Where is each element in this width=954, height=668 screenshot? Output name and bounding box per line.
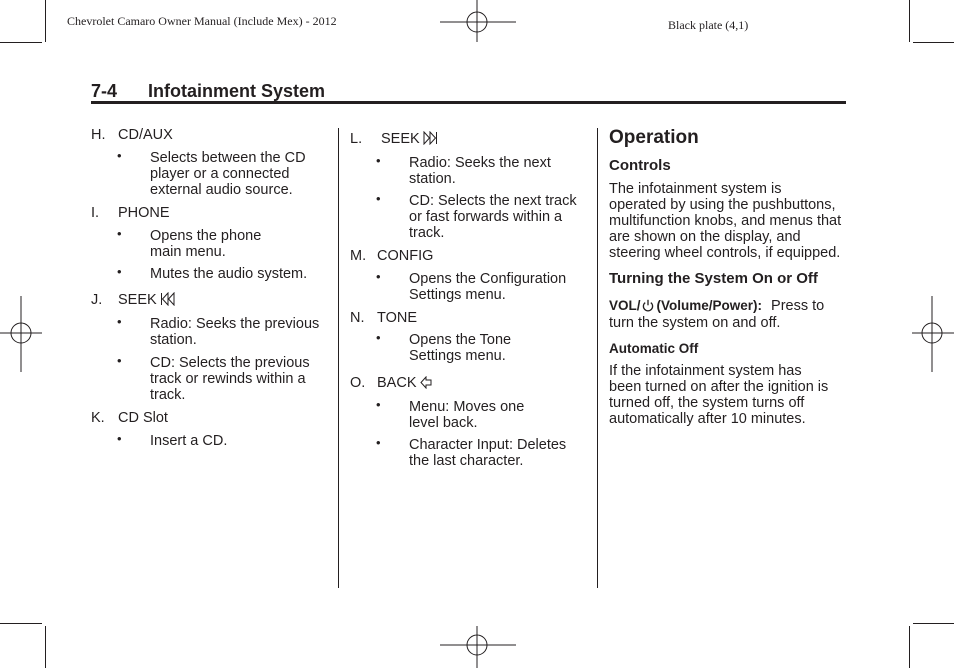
section-title: Infotainment System [148, 81, 326, 101]
seek-forward-icon [423, 131, 438, 145]
registration-mark-left [0, 296, 42, 372]
crop-mark-top-left-v [45, 0, 46, 42]
manual-title: Chevrolet Camaro Owner Manual (Include Mex) - 2012 [67, 14, 337, 28]
entry-j [91, 292, 157, 308]
entry-name: PHONE [118, 205, 170, 221]
entry-k [91, 410, 168, 426]
bullet: • [117, 431, 122, 446]
entry-name: BACK [377, 375, 417, 391]
bullet: • [117, 148, 122, 163]
bullet: • [376, 191, 381, 206]
entry-name: SEEK [381, 131, 420, 147]
crop-mark-bottom-right-v [909, 626, 910, 668]
entry-label: O. [350, 375, 366, 391]
crop-mark-top-right-v [909, 0, 910, 42]
bullet-text: Radio: Seeks the previous station. [150, 316, 320, 348]
seek-back-icon [160, 292, 175, 306]
entry-label: I. [91, 205, 100, 221]
registration-mark-bottom [440, 626, 516, 668]
automatic-off-paragraph: If the infotainment system has been turned on after the ignition is turned off, the system turns off automatically after 10 minutes. [609, 363, 829, 427]
crop-mark-bottom-left-h [0, 623, 42, 624]
entry-name: CD Slot [118, 410, 168, 426]
entry-name: CD/AUX [118, 127, 173, 143]
plate-label: Black plate (4,1) [668, 18, 749, 32]
controls-paragraph: The infotainment system is operated by using the pushbuttons, multifunction knobs, and menus that are shown on the display, and steering wheel controls, if equipped. [609, 181, 842, 261]
power-icon [642, 299, 654, 312]
entry-label: K. [91, 410, 105, 426]
bullet-text: Insert a CD. [150, 433, 228, 449]
bullet-text: Selects between the CD player or a connected external audio source. [150, 150, 306, 198]
entry-name: CONFIG [377, 248, 434, 264]
section-rule [91, 101, 846, 104]
entry-o [350, 375, 417, 391]
bullet: • [117, 353, 122, 368]
vol-power-line [609, 298, 824, 314]
crop-mark-bottom-left-v [45, 626, 46, 668]
crop-mark-top-right-h [913, 42, 954, 43]
bullet: • [376, 153, 381, 168]
bullet-text: Menu: Moves one level back. [409, 399, 525, 431]
bullet-text: Opens the Configuration Settings menu. [409, 271, 567, 303]
bullet-text: Mutes the audio system. [150, 266, 308, 282]
entry-i [91, 205, 170, 221]
bullet-text: Radio: Seeks the next station. [409, 155, 551, 187]
turning-heading: Turning the System On or Off [609, 270, 818, 287]
entry-name: SEEK [118, 292, 157, 308]
entry-n [350, 310, 418, 326]
bullet: • [376, 330, 381, 345]
controls-heading: Controls [609, 157, 671, 174]
column-divider-2 [597, 128, 598, 588]
volume-power-label: (Volume/Power): [656, 298, 763, 313]
entry-h [91, 127, 173, 143]
back-arrow-icon [420, 376, 432, 389]
entry-label: N. [350, 310, 365, 326]
bullet: • [117, 226, 122, 241]
bullet: • [117, 264, 122, 279]
bullet-text: Opens the phone main menu. [150, 228, 262, 260]
bullet: • [376, 269, 381, 284]
entry-label: M. [350, 248, 367, 264]
automatic-off-heading: Automatic Off [609, 341, 699, 356]
entry-label: H. [91, 127, 106, 143]
entry-label: L. [350, 131, 363, 147]
crop-mark-top-left-h [0, 42, 42, 43]
entry-l [350, 131, 420, 147]
vol-label: VOL/ [609, 298, 641, 313]
crop-mark-bottom-right-h [913, 623, 954, 624]
bullet: • [117, 314, 122, 329]
column-divider-1 [338, 128, 339, 588]
entry-m [350, 248, 434, 264]
bullet: • [376, 435, 381, 450]
registration-mark-right [912, 296, 954, 372]
bullet-text: CD: Selects the next track or fast forwards within a track. [409, 193, 577, 241]
bullet-text: Character Input: Deletes the last character. [409, 437, 567, 469]
vol-text-a: Press to [771, 298, 825, 314]
operation-heading: Operation [609, 127, 699, 148]
entry-name: TONE [377, 310, 418, 326]
section-number: 7-4 [91, 81, 118, 101]
vol-text-b: turn the system on and off. [609, 315, 781, 331]
bullet: • [376, 397, 381, 412]
registration-mark-top [440, 0, 516, 42]
bullet-text: Opens the Tone Settings menu. [409, 332, 512, 364]
bullet-text: CD: Selects the previous track or rewinds within a track. [150, 355, 310, 403]
entry-label: J. [91, 292, 103, 308]
